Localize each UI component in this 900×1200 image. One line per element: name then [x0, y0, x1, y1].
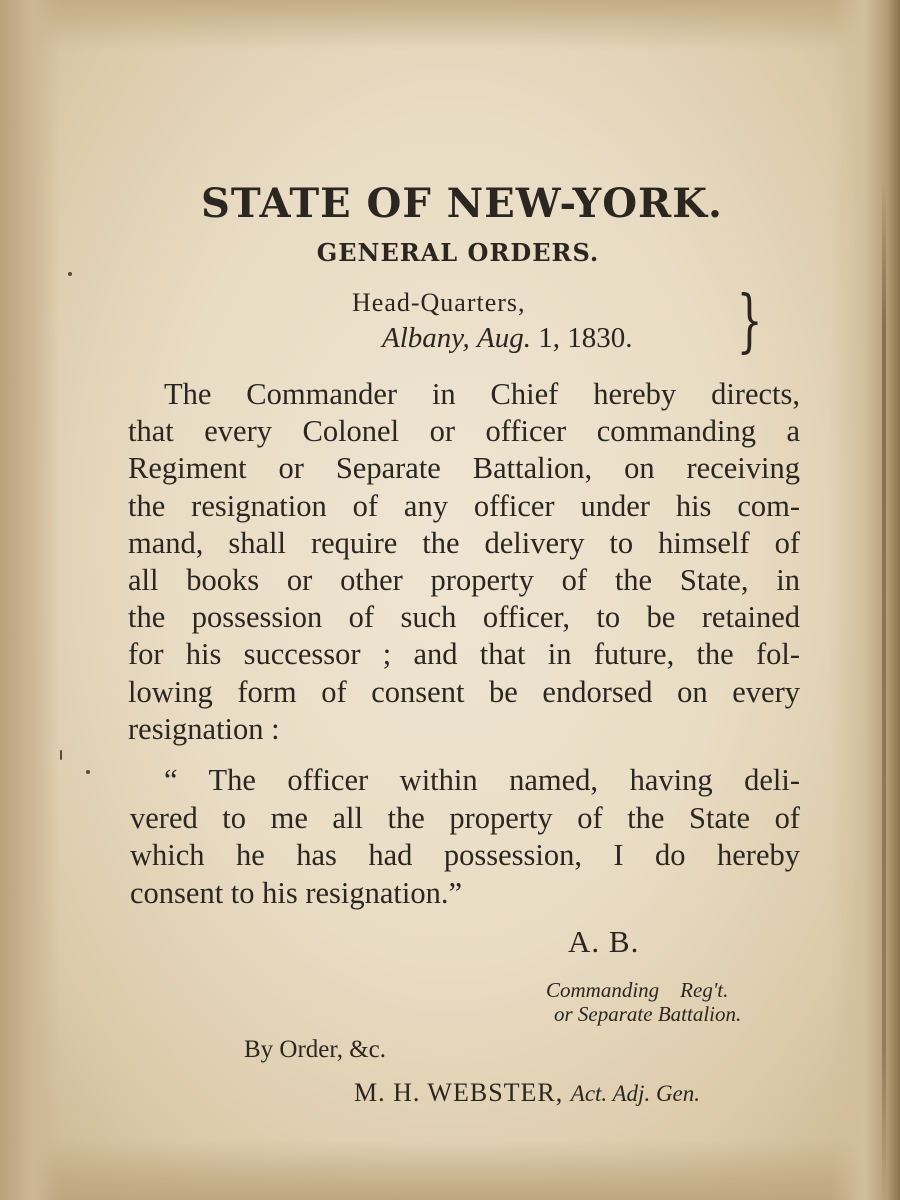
- headquarters-date: 1, 1830.: [531, 322, 633, 354]
- quote-line: which he has had possession, I do hereby: [130, 838, 800, 872]
- ink-speck: [68, 272, 72, 276]
- headquarters-month: Aug.: [477, 322, 532, 354]
- signature-role-line2: or Separate Battalion.: [554, 1002, 742, 1026]
- body-line: the possession of such officer, to be retained: [128, 600, 800, 635]
- body-line: all books or other property of the State, in: [128, 563, 800, 598]
- consent-form-quote: [130, 762, 800, 912]
- signature-initials: A. B.: [568, 924, 640, 959]
- quote-line: vered to me all the property of the State of: [130, 800, 800, 835]
- quote-line: consent to his resignation.”: [130, 875, 463, 910]
- signature-role-line1: Commanding Reg't.: [546, 978, 729, 1002]
- body-line: The Commander in Chief hereby directs,: [164, 377, 800, 411]
- brace-glyph: }: [736, 282, 763, 361]
- body-line: for his successor ; and that in future, the fol-: [128, 637, 800, 672]
- signer-title: Act. Adj. Gen.: [570, 1081, 701, 1106]
- headquarters-heading: Head-Quarters,: [352, 288, 526, 317]
- body-line: that every Colonel or officer commanding a: [128, 414, 800, 449]
- document-subtitle: GENERAL ORDERS.: [316, 238, 600, 267]
- headquarters-dateline: [382, 322, 633, 355]
- document-title: STATE OF NEW-YORK.: [201, 180, 723, 227]
- ink-speck: [60, 750, 62, 760]
- quote-line: “ The officer within named, having deli-: [164, 763, 800, 797]
- signer-line: [354, 1078, 700, 1108]
- paper-edge-top: [0, 0, 900, 50]
- signer-name: M. H. WEBSTER,: [354, 1078, 564, 1107]
- by-order-line: By Order, &c.: [244, 1036, 387, 1063]
- binding-shadow: [882, 180, 886, 1200]
- order-body: [128, 376, 800, 748]
- body-line: Regiment or Separate Battalion, on receiving: [128, 451, 800, 486]
- body-line: lowing form of consent be endorsed on every: [128, 674, 800, 709]
- body-line: resignation :: [128, 711, 280, 746]
- body-line: the resignation of any officer under his com-: [128, 488, 800, 523]
- headquarters-place: Albany,: [382, 322, 470, 354]
- paper-edge-bottom: [0, 1140, 900, 1200]
- ink-speck: [86, 770, 90, 774]
- body-line: mand, shall require the delivery to himself of: [128, 525, 800, 560]
